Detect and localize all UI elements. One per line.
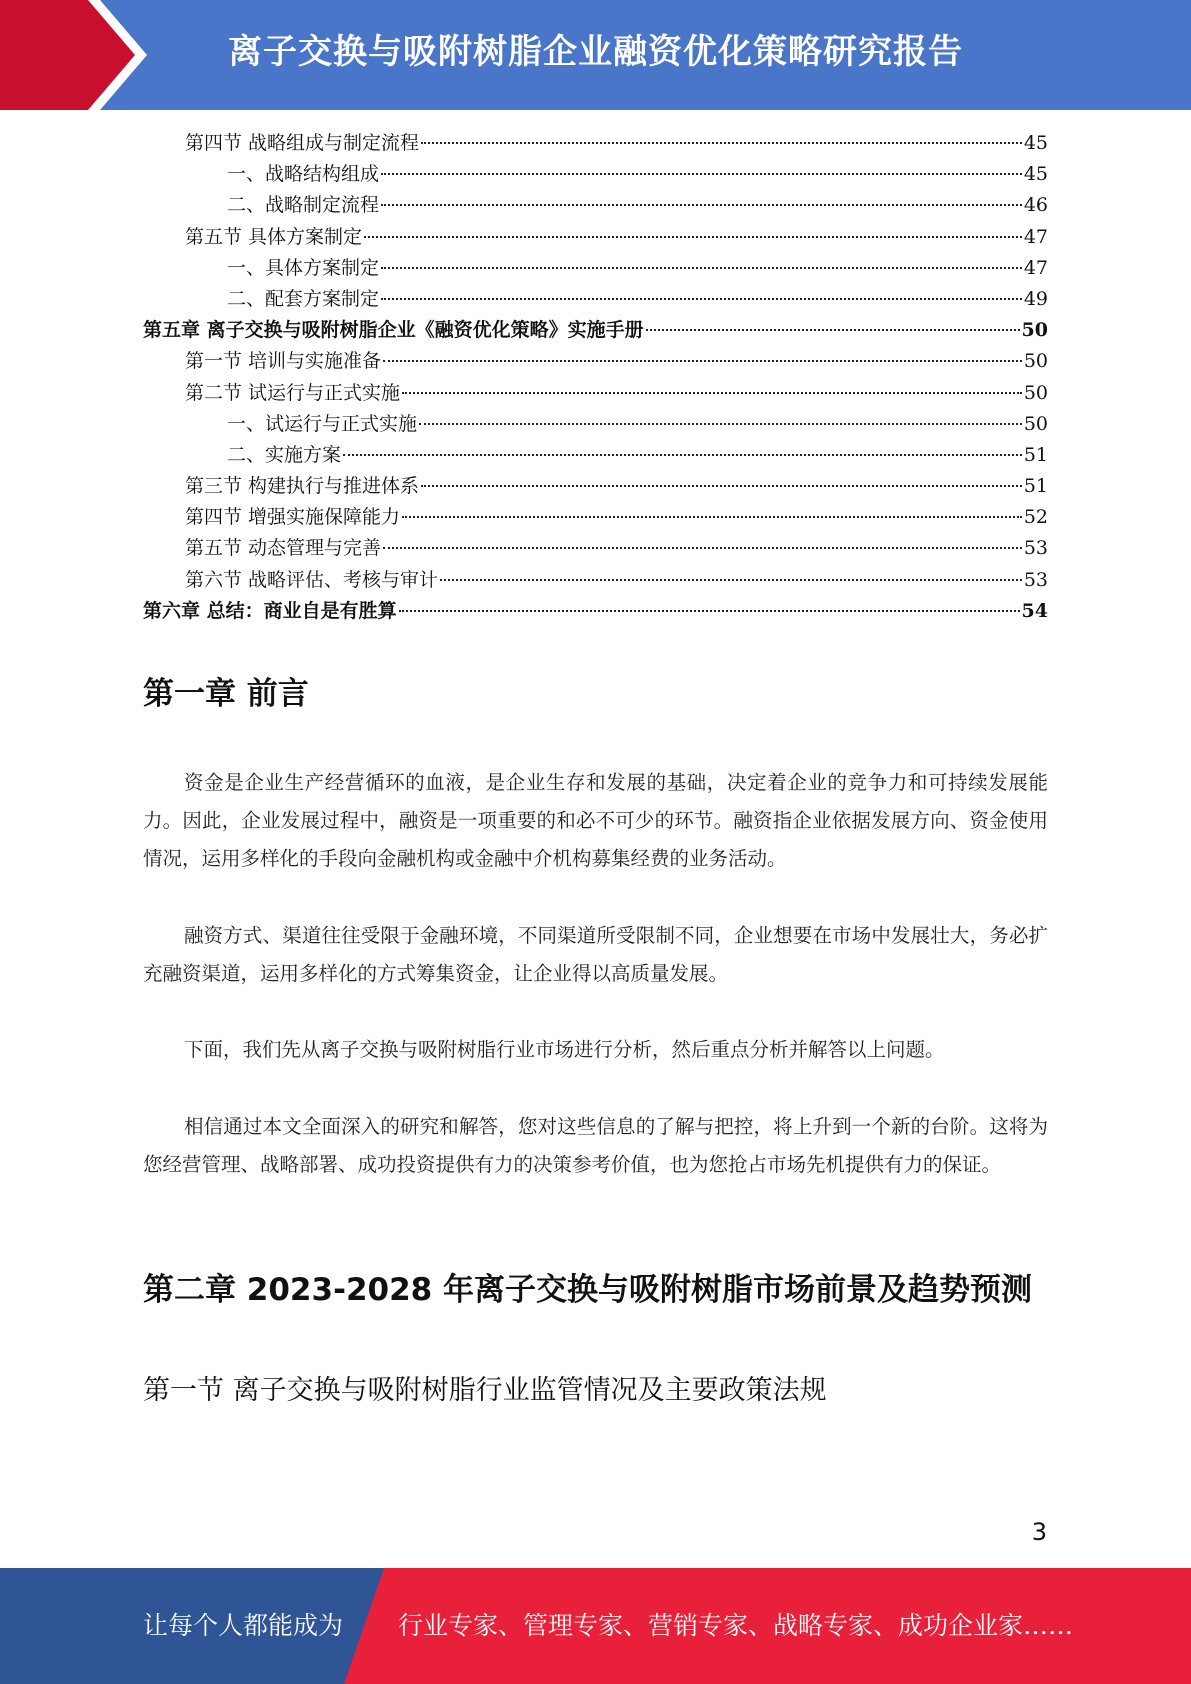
footer-slogan-right: 行业专家、管理专家、营销专家、战略专家、成功企业家…… — [398, 1611, 1074, 1640]
toc-entry-label: 二、配套方案制定 — [227, 287, 380, 310]
toc-dot-leader — [381, 298, 1022, 300]
toc-entry-page: 47 — [1023, 225, 1048, 248]
toc-entry[interactable] — [143, 502, 1048, 533]
toc-entry-label: 第五章 离子交换与吸附树脂企业《融资优化策略》实施手册 — [143, 319, 644, 342]
toc-entry-page: 53 — [1023, 568, 1048, 591]
chapter-1-paragraph-3: 下面，我们先从离子交换与吸附树脂行业市场进行分析，然后重点分析并解答以上问题。 — [184, 1038, 945, 1061]
toc-dot-leader — [421, 142, 1022, 144]
toc-entry[interactable] — [143, 471, 1048, 502]
toc-entry-page: 52 — [1023, 506, 1048, 529]
header-title: 离子交换与吸附树脂企业融资优化策略研究报告 — [228, 32, 963, 72]
toc-dot-leader — [440, 579, 1022, 581]
chapter-1-paragraph-1: 资金是企业生产经营循环的血液，是企业生存和发展的基础，决定着企业的竞争力和可持续发展能力。因此，企业发展过程中，融资是一项重要的和必不可少的环节。融资指企业依据发展方向、资金使用情况，运用多样化的手段向金融机构或金融中介机构募集经费的业务活动。 — [143, 771, 1048, 870]
toc-dot-leader — [402, 392, 1022, 394]
toc-entry[interactable] — [143, 346, 1048, 377]
toc-entry-label: 二、战略制定流程 — [227, 194, 380, 217]
chapter-1-title: 第一章 前言 — [143, 676, 309, 712]
toc-entry[interactable] — [143, 190, 1048, 221]
toc-entry-label: 第一节 培训与实施准备 — [185, 350, 382, 373]
toc-entry-page: 45 — [1023, 163, 1048, 186]
toc-entry-page: 45 — [1023, 132, 1048, 154]
footer-slogan-left: 让每个人都能成为 — [143, 1611, 344, 1640]
toc-dot-leader — [364, 236, 1022, 238]
page-header — [0, 0, 1191, 110]
toc-entry[interactable] — [143, 565, 1048, 596]
toc-dot-leader — [402, 516, 1022, 518]
chapter-2-title: 第二章 2023-2028 年离子交换与吸附树脂市场前景及趋势预测 — [143, 1272, 1033, 1308]
toc-entry-label: 二、实施方案 — [227, 443, 342, 466]
toc-entry-label: 第二节 试运行与正式实施 — [185, 381, 401, 404]
toc-dot-leader — [343, 454, 1022, 456]
toc-dot-leader — [381, 204, 1022, 206]
chapter-1-paragraph-4: 相信通过本文全面深入的研究和解答，您对这些信息的了解与把控，将上升到一个新的台阶。这将为您经营管理、战略部署、成功投资提供有力的决策参考价值，也为您抢占市场先机提供有力的保证。 — [143, 1115, 1048, 1176]
toc-entry[interactable] — [143, 253, 1048, 284]
page-footer — [0, 1568, 1191, 1684]
toc-entry-label: 一、试运行与正式实施 — [227, 412, 418, 435]
toc-dot-leader — [383, 547, 1022, 549]
toc-entry[interactable] — [143, 596, 1048, 627]
toc-entry[interactable] — [143, 533, 1048, 564]
toc-entry-page: 49 — [1023, 287, 1048, 310]
toc-entry-page: 50 — [1021, 319, 1048, 342]
toc-entry[interactable] — [143, 315, 1048, 346]
toc-entry-page: 46 — [1023, 194, 1048, 217]
toc-entry-label: 第三节 构建执行与推进体系 — [185, 475, 420, 498]
toc-dot-leader — [399, 610, 1020, 612]
toc-dot-leader — [419, 423, 1022, 425]
toc-entry-label: 第四节 战略组成与制定流程 — [185, 132, 420, 154]
toc-entry[interactable] — [143, 440, 1048, 471]
toc-entry[interactable] — [143, 222, 1048, 253]
chapter-2-section-1-title: 第一节 离子交换与吸附树脂行业监管情况及主要政策法规 — [143, 1375, 827, 1406]
toc-entry-page: 51 — [1023, 443, 1048, 466]
toc-entry[interactable] — [143, 409, 1048, 440]
toc-entry[interactable] — [143, 284, 1048, 315]
toc-entry-page: 50 — [1023, 350, 1048, 373]
toc-entry-label: 一、具体方案制定 — [227, 256, 380, 279]
toc-entry[interactable] — [143, 128, 1048, 159]
toc-dot-leader — [646, 329, 1020, 331]
toc-entry-page: 54 — [1021, 599, 1048, 622]
toc-entry[interactable] — [143, 159, 1048, 190]
toc-entry-label: 第四节 增强实施保障能力 — [185, 506, 401, 529]
toc-entry-label: 一、战略结构组成 — [227, 163, 380, 186]
toc-entry-page: 47 — [1023, 256, 1048, 279]
toc-dot-leader — [381, 173, 1022, 175]
page-number: 3 — [1031, 1518, 1047, 1546]
toc-entry[interactable] — [143, 378, 1048, 409]
toc-dot-leader — [383, 360, 1022, 362]
toc-entry-page: 50 — [1023, 381, 1048, 404]
toc-entry-page: 51 — [1023, 475, 1048, 498]
table-of-contents — [143, 128, 1048, 627]
toc-entry-label: 第六章 总结：商业自是有胜算 — [143, 599, 397, 622]
header-arrow-decoration — [0, 0, 160, 110]
toc-entry-label: 第五节 动态管理与完善 — [185, 537, 382, 560]
chapter-1-paragraph-2: 融资方式、渠道往往受限于金融环境，不同渠道所受限制不同，企业想要在市场中发展壮大，务必扩充融资渠道，运用多样化的方式筹集资金，让企业得以高质量发展。 — [143, 924, 1048, 985]
toc-dot-leader — [421, 485, 1022, 487]
toc-entry-page: 53 — [1023, 537, 1048, 560]
toc-entry-page: 50 — [1023, 412, 1048, 435]
toc-dot-leader — [381, 267, 1022, 269]
toc-entry-label: 第五节 具体方案制定 — [185, 225, 363, 248]
toc-entry-label: 第六节 战略评估、考核与审计 — [185, 568, 439, 591]
